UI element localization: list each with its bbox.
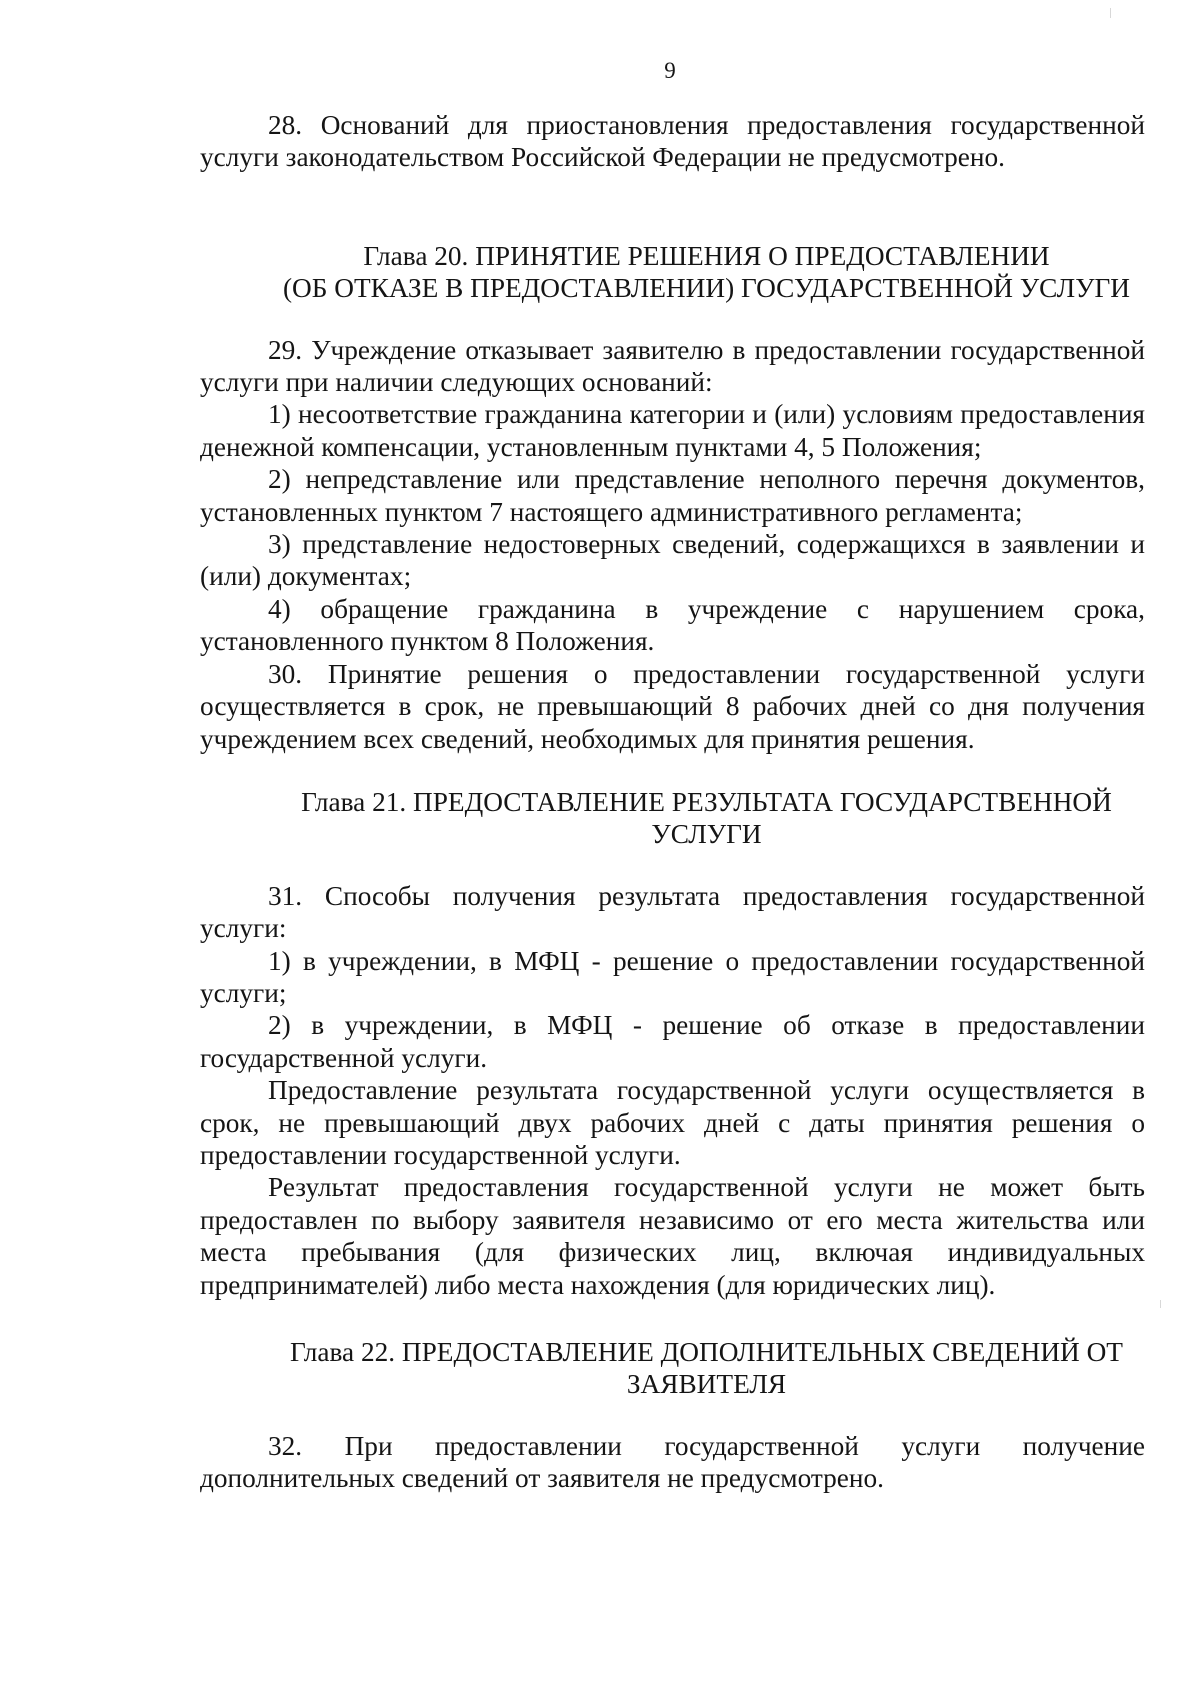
scan-artifact-top: [1110, 8, 1111, 18]
chapter-22-heading-line-1: Глава 22. ПРЕДОСТАВЛЕНИЕ ДОПОЛНИТЕЛЬНЫХ СВЕДЕНИЙ ОТ: [290, 1337, 1123, 1367]
paragraph-29: 29. Учреждение отказывает заявителю в предоставлении государственной услуги при наличии следующих оснований:: [200, 334, 1145, 398]
list-item-31-1: 1) в учреждении, в МФЦ - решение о предоставлении государственной услуги;: [200, 945, 1145, 1008]
chapter-21-heading-line-2: УСЛУГИ: [651, 819, 762, 850]
list-item-29-3: 3) представление недостоверных сведений, содержащихся в заявлении и (или) документах;: [200, 529, 1145, 592]
paragraph-result-term: Предоставление результата государственной услуги осуществляется в срок, не превышающий двух рабочих дней с даты принятия решения о предоставлении государственной услуги.: [200, 1075, 1145, 1170]
paragraph-31: 31. Способы получения результата предоставления государственной услуги:: [200, 880, 1145, 944]
list-item-31-2: 2) в учреждении, в МФЦ - решение об отказе в предоставлении государственной услуги.: [200, 1010, 1145, 1073]
scan-artifact-side: [1160, 1300, 1161, 1308]
list-item-29-2: 2) непредставление или представление неполного перечня документов, установленных пунктом 7 настоящего административного регламента;: [200, 464, 1145, 527]
chapter-21-heading: [200, 786, 1145, 851]
chapter-20-heading-line-1: Глава 20. ПРИНЯТИЕ РЕШЕНИЯ О ПРЕДОСТАВЛЕНИИ: [363, 240, 1050, 271]
list-item-29-1: 1) несоответствие гражданина категории и (или) условиям предоставления денежной компенсации, установленным пунктами 4, 5 Положения;: [200, 399, 1145, 462]
list-item-29-4: 4) обращение гражданина в учреждение с нарушением срока, установленного пунктом 8 Положения.: [200, 593, 1145, 657]
paragraph-30: 30. Принятие решения о предоставлении государственной услуги осуществляется в срок, не превышающий 8 рабочих дней со дня получения учреждением всех сведений, необходимых для принятия решения.: [200, 658, 1145, 754]
document-body: [200, 109, 1145, 1495]
chapter-20-heading: [200, 240, 1145, 305]
paragraph-28: 28. Оснований для приостановления предоставления государственной услуги законодательством Российской Федерации не предусмотрено.: [200, 110, 1145, 173]
chapter-21-heading-line-1: Глава 21. ПРЕДОСТАВЛЕНИЕ РЕЗУЛЬТАТА ГОСУДАРСТВЕННОЙ: [301, 786, 1112, 817]
chapter-20-heading-line-2: (ОБ ОТКАЗЕ В ПРЕДОСТАВЛЕНИИ) ГОСУДАРСТВЕННОЙ УСЛУГИ: [282, 273, 1131, 304]
chapter-22-heading: [200, 1336, 1145, 1401]
paragraph-result-place: Результат предоставления государственной услуги не может быть предоставлен по выбору заявителя независимо от его места жительства или места пребывания (для физических лиц, включая индивидуальных предпринимателей) либо места нахождения (для юридических лиц).: [200, 1172, 1145, 1300]
paragraph-32: 32. При предоставлении государственной услуги получение дополнительных сведений от заявителя не предусмотрено.: [200, 1430, 1145, 1494]
page-number: 9: [664, 58, 676, 83]
chapter-22-heading-line-2: ЗАЯВИТЕЛЯ: [626, 1369, 787, 1400]
